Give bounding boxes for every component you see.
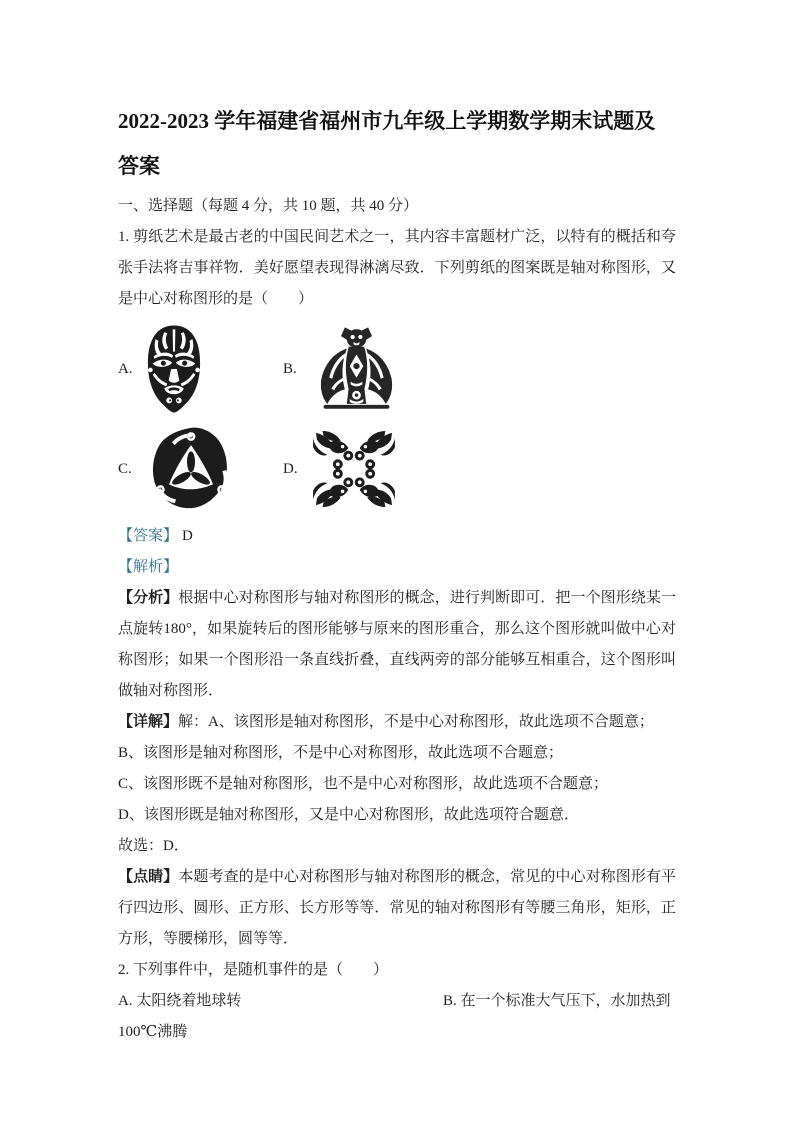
question2-option-b-continued: 100℃沸腾 — [118, 1024, 188, 1040]
question2-option-a: A. 太阳绕着地球转 — [118, 993, 242, 1009]
fenxi-body: 根据中心对称图形与轴对称图形的概念，进行判断即可．把一个图形绕某一点旋转180°，如果旋转后的图形能够与原来的图形重合，那么这个图形就叫做中心对称图形；如果一个图形沿一条直线折叠，直线两旁的部分能够互相重合，这个图形叫做轴对称图形． — [118, 590, 676, 699]
xiangjie-line-3: C、该图形既不是轴对称图形，也不是中心对称图形，故此选项不合题意； — [118, 776, 609, 792]
xiangjie-line-2: B、该图形是轴对称图形，不是中心对称图形，故此选项不合题意； — [118, 745, 564, 761]
fenxi-tag: 【分析】 — [118, 590, 179, 606]
document-body — [118, 99, 676, 1048]
xiangjie-line-1-text: 解：A、该图形是轴对称图形，不是中心对称图形，故此选项不合题意； — [178, 714, 654, 730]
option-c — [118, 421, 283, 517]
option-a — [118, 317, 283, 421]
conclusion-line: 故选：D． — [118, 838, 189, 854]
answer-tag: 【答案】 — [118, 528, 179, 544]
option-c-label: C. — [118, 460, 132, 477]
opera-mask-papercut-icon — [145, 324, 203, 414]
double-phoenix-papercut-icon — [310, 327, 403, 411]
fenxi-paragraph — [118, 583, 676, 707]
four-fish-symmetric-papercut-icon — [310, 430, 398, 508]
question2-option-b: B. 在一个标准大气压下，水加热到 — [443, 993, 671, 1009]
question1-options — [118, 317, 676, 517]
exam-title-line2: 答案 — [118, 154, 160, 178]
option-d-label: D. — [283, 460, 298, 477]
option-b — [283, 317, 676, 421]
dianjing-paragraph — [118, 862, 676, 955]
dianjing-tag: 【点睛】 — [118, 869, 179, 885]
option-a-label: A. — [118, 360, 133, 377]
answer-value: D — [182, 528, 193, 544]
option-d — [283, 421, 676, 517]
question2-options-row — [118, 986, 676, 1017]
exam-title — [118, 99, 676, 189]
jiexi-line — [118, 552, 676, 583]
xiangjie-line-1 — [118, 707, 676, 738]
section-header: 一、选择题（每题 4 分，共 10 题，共 40 分） — [118, 198, 419, 214]
xiangjie-tag: 【详解】 — [118, 714, 179, 730]
jiexi-tag: 【解析】 — [118, 559, 179, 575]
question1-stem: 1. 剪纸艺术是最古老的中国民间艺术之一，其内容丰富题材广泛，以特有的概括和夸张手法将吉事祥物．美好愿望表现得淋漓尽致．下列剪纸的图案既是轴对称图形，又是中心对称图形的是（ ） — [118, 229, 676, 307]
option-b-label: B. — [283, 360, 297, 377]
three-fish-ring-papercut-icon — [145, 426, 237, 512]
answer-line — [118, 521, 676, 552]
question2-stem: 2. 下列事件中，是随机事件的是（ ） — [118, 962, 389, 978]
dianjing-body: 本题考查的是中心对称图形与轴对称图形的概念，常见的中心对称图形有平行四边形、圆形、正方形、长方形等等．常见的轴对称图形有等腰三角形，矩形，正方形，等腰梯形，圆等等． — [118, 869, 676, 947]
exam-title-line1: 2022-2023 学年福建省福州市九年级上学期数学期末试题及 — [118, 109, 656, 133]
xiangjie-line-4: D、该图形既是轴对称图形，又是中心对称图形，故此选项符合题意． — [118, 807, 579, 823]
